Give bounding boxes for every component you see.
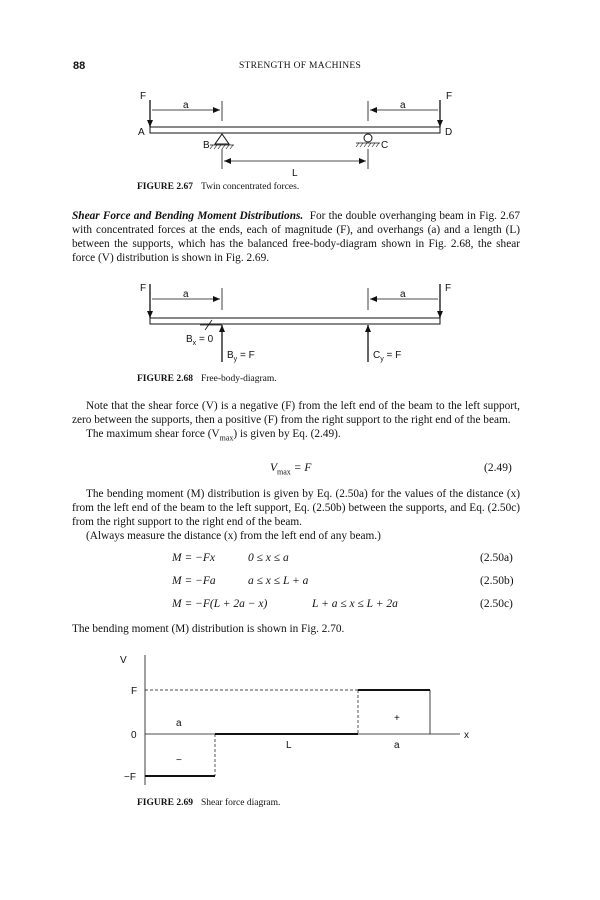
paragraph-text: ) is given by Eq. (2.49).	[233, 428, 341, 440]
equation-number: (2.49)	[484, 462, 512, 474]
figure-2-69-chart	[0, 645, 600, 795]
equation-number: (2.50a)	[480, 552, 513, 564]
paragraph-text: (Always measure the distance (x) from the left end of any beam.)	[86, 530, 381, 542]
equation-2-50b-range: a ≤ x ≤ L + a	[248, 575, 309, 587]
label-A: A	[138, 127, 145, 138]
label-B: B	[203, 140, 210, 151]
caption-text: Shear force diagram.	[200, 798, 281, 808]
page-number: 88	[73, 60, 86, 72]
roller-support-C	[364, 134, 372, 142]
paragraph-text: Note that the shear force (V) is a negative (F) from the left end of the beam to the left support, zero between the supports, then a positive (F) from the right support to the right end of the beam.	[72, 400, 520, 426]
paragraph-shear-intro	[72, 209, 520, 265]
equation-2-50c-range: L + a ≤ x ≤ L + 2a	[312, 598, 398, 610]
figure-2-68-caption	[137, 374, 277, 384]
paragraph-text: The bending moment (M) distribution is given by Eq. (2.50a) for the values of the distance (x) from the left end of the beam to the left support, Eq. (2.50b) between the supports, and Eq. (2.50c) from the right support to the right end of the beam.	[72, 488, 520, 528]
beam	[150, 318, 440, 324]
paragraph-moment-description	[72, 487, 520, 543]
section-heading: Shear Force and Bending Moment Distributions.	[72, 210, 304, 222]
paragraph-moment-reference	[72, 622, 520, 636]
paragraph-text: For the double overhanging beam in Fig. 2.67 with concentrated forces at the ends, each of magnitude (F), and overhangs (a) and a length (L) between the supports, which has the balanced free-body-diagram shown in Fig. 2.68, the shear force (V) distribution is shown in Fig. 2.69.	[72, 210, 520, 264]
annotation-a-left: a	[176, 718, 182, 729]
beam	[150, 127, 440, 133]
running-title: STRENGTH OF MACHINES	[238, 61, 362, 71]
equation-2-50a-range: 0 ≤ x ≤ a	[248, 552, 289, 564]
label-F-right: F	[446, 91, 453, 102]
caption-number: FIGURE 2.67	[137, 182, 193, 192]
paragraph-text: The maximum shear force (V	[86, 428, 220, 440]
figure-2-69-caption	[137, 798, 280, 808]
tick-label-zero: 0	[131, 730, 137, 741]
label-a-right: a	[400, 289, 406, 300]
equation-2-50c-expr: M = −F(L + 2a − x)	[172, 598, 268, 610]
tick-label-F: F	[131, 686, 138, 697]
label-a-right: a	[400, 100, 406, 111]
tick-label-negF: −F	[124, 772, 136, 783]
axis-label-V: V	[120, 655, 127, 666]
label-D: D	[445, 127, 453, 138]
annotation-L: L	[286, 740, 292, 751]
equation-2-50b-expr: M = −Fa	[172, 575, 216, 587]
annotation-a-right: a	[394, 740, 400, 751]
label-L: L	[292, 168, 298, 179]
subscript: max	[219, 433, 234, 443]
annotation-plus: +	[394, 713, 400, 724]
figure-2-67-diagram	[0, 85, 600, 190]
caption-text: Twin concentrated forces.	[200, 182, 300, 192]
pin-support-B	[215, 134, 229, 144]
annotation-minus: −	[176, 755, 182, 766]
paragraph-text: The bending moment (M) distribution is shown in Fig. 2.70.	[72, 623, 345, 635]
equation-number: (2.50b)	[480, 575, 514, 587]
caption-number: FIGURE 2.69	[137, 798, 193, 808]
caption-text: Free-body-diagram.	[200, 374, 277, 384]
label-a-left: a	[183, 289, 189, 300]
axis-label-x: x	[464, 730, 469, 741]
figure-2-67-caption	[137, 182, 299, 192]
equation-2-49: $V_{max} = F$	[270, 462, 312, 477]
paragraph-shear-description	[72, 399, 520, 445]
label-a-left: a	[183, 100, 189, 111]
label-Cy: $C_y = F$	[373, 350, 402, 363]
equation-number: (2.50c)	[480, 598, 513, 610]
label-By: $B_y = F$	[227, 350, 255, 363]
label-F-left: F	[140, 91, 147, 102]
label-F-left: F	[140, 283, 147, 294]
label-C: C	[381, 140, 389, 151]
label-Bx: $B_x = 0$	[186, 334, 214, 347]
equation-2-50a-expr: M = −Fx	[172, 552, 215, 564]
caption-number: FIGURE 2.68	[137, 374, 193, 384]
figure-2-68-diagram	[0, 278, 600, 373]
label-F-right: F	[445, 283, 452, 294]
